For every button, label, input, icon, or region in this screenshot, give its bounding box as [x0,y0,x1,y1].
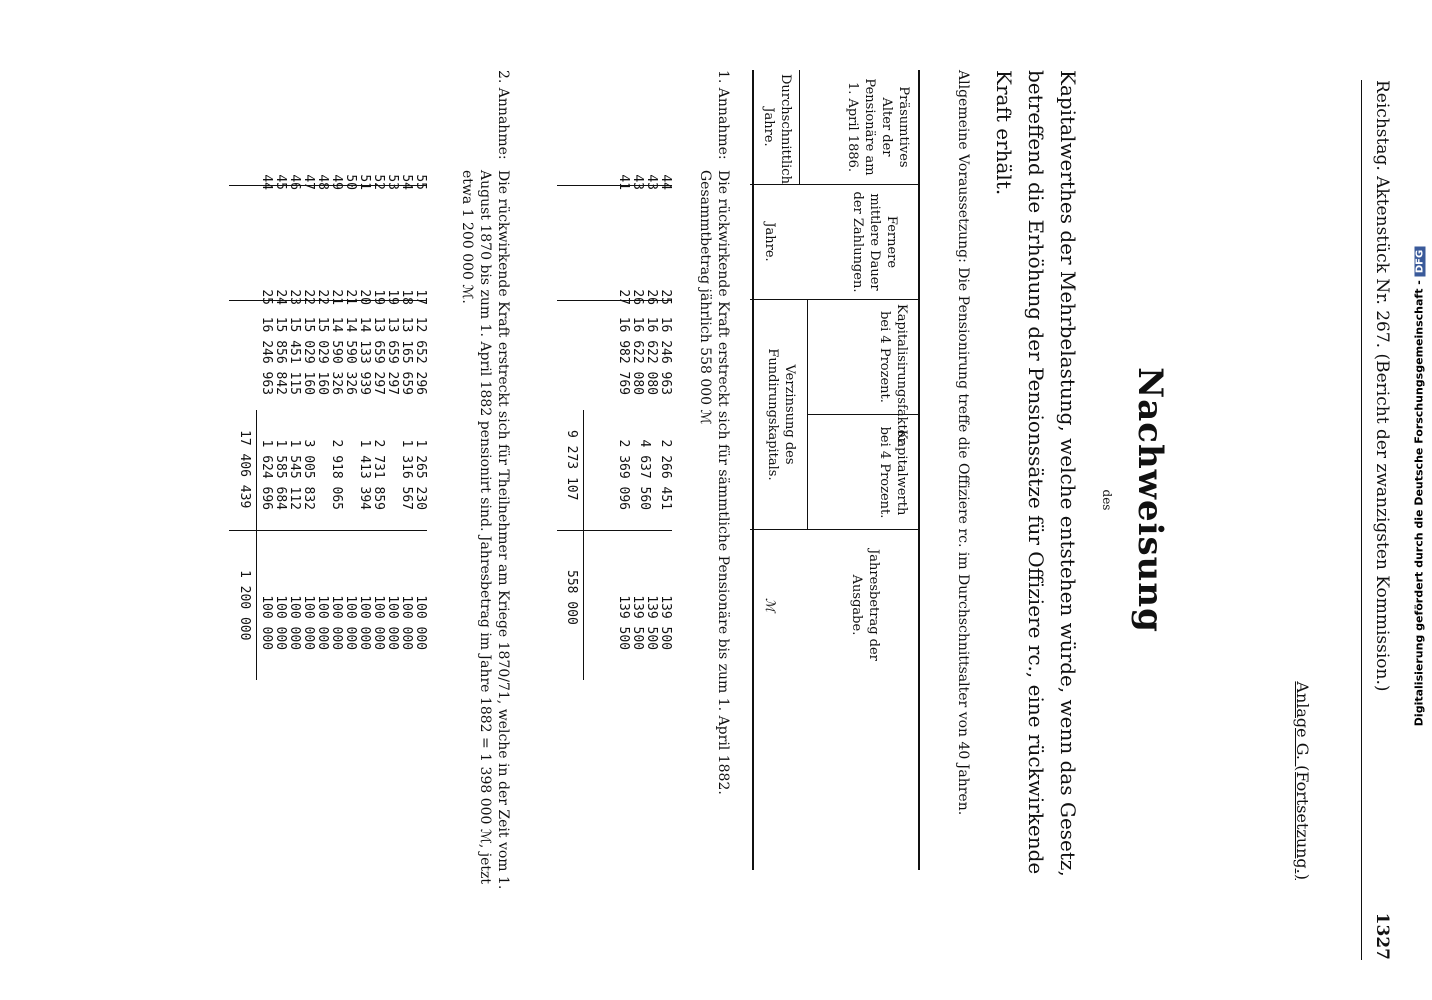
section1-durations [616,225,672,305]
amount-cell: 100 000 [357,595,372,650]
value-cell: 2 918 065 [329,439,344,510]
section2-values-total: 17 406 439 [237,430,252,509]
age-cell: 47 [301,174,316,190]
section2-col-rule [229,530,427,531]
amount-cell: 100 000 [273,595,288,650]
amount-cell: 100 000 [301,595,316,650]
table-header [752,70,920,870]
title-connector: des [1100,489,1114,511]
duration-cell: 27 [616,289,631,305]
col-amount-top: Jahresbetrag der Ausgabe. [849,549,881,661]
duration-cell: 26 [644,289,659,305]
section1-text: Die rückwirkende Kraft erstreckt sich für sämmtliche Pensionäre bis zum 1. April 1882. Gesammtbetrag jährlich 558 000 ℳ [697,170,731,795]
age-cell: 46 [287,174,302,190]
col-amount-header [750,530,918,680]
factor-cell: 15 029 160 [315,316,330,395]
header-title: Reichstag. Aktenstück Nr. 267. (Bericht der zwanzigsten Kommission.) [1372,80,1392,692]
age-cell: 48 [315,174,330,190]
section1-values [616,430,672,510]
section1-values-total: 9 273 107 [564,430,579,501]
section1-amounts-total: 558 000 [564,570,579,625]
value-cell: 4 637 560 [637,439,652,510]
duration-cell: 22 [301,289,316,305]
factor-cell: 16 622 080 [644,316,659,395]
factor-cell: 14 590 326 [329,316,344,395]
section2-col-rule [229,185,427,186]
age-cell: 54 [399,174,414,190]
page-header [1352,80,1392,960]
factor-cell: 14 590 326 [343,316,358,395]
age-cell: 50 [343,174,358,190]
value-cell: 1 265 230 [413,439,428,510]
duration-cell: 25 [259,289,274,305]
value-cell: 1 545 112 [287,439,302,510]
factor-cell: 15 856 842 [273,316,288,395]
age-cell: 55 [413,174,428,190]
factor-cell: 12 652 296 [413,316,428,395]
col-age-top: Präsumtives Alter der Pensionäre am 1. April 1886. [845,78,911,176]
amount-cell: 100 000 [259,595,274,650]
col-split [799,70,800,184]
duration-cell: 19 [385,289,400,305]
factor-cell: 13 165 659 [399,316,414,395]
amount-cell: 139 500 [644,595,659,650]
age-cell: 44 [658,174,673,190]
section1-col-rule [557,185,672,186]
section1-sum-rule [583,410,584,680]
duration-cell: 17 [413,289,428,305]
value-cell: 2 266 451 [658,439,673,510]
section1-label: 1. Annahme: [715,70,731,160]
section2-col-rule [229,300,427,301]
section2-text: Die rückwirkende Kraft erstreckt sich für Theilnehmer am Kriege 1870/71, welche in der Zeit vom 1. August 1870 bis zum 1. April 1882 pensionirt sind. Jahresbetrag im Jahre 1882 = 1 398 000 ℳ, jetzt etwa 1 200 000 ℳ. [459,170,511,890]
stamp-text-wrapper [1413,37,1426,937]
section1-table [542,70,672,870]
document-subtitle: Kapitalwerthes der Mehrbelastung, welche entstehen würde, wenn das Gesetz, betreffend die Erhöhung der Pensionssätze für Offiziere rc., eine rückwirkende Kraft erhält. [992,70,1080,877]
amount-cell: 100 000 [385,595,400,650]
duration-cell: 26 [630,289,645,305]
duration-cell: 22 [315,289,330,305]
age-cell: 43 [644,174,659,190]
factor-cell: 15 029 160 [301,316,316,395]
general-assumption: Allgemeine Voraussetzung: Die Pensionirung treffe die Offiziere rc. im Durchschnittsalter von 40 Jahren. [955,70,971,816]
amount-cell: 100 000 [329,595,344,650]
col-split [807,300,808,529]
value-cell: 1 585 684 [273,439,288,510]
amount-cell: 139 500 [616,595,631,650]
section2-durations [259,225,427,305]
age-cell: 44 [259,174,274,190]
amount-cell: 100 000 [343,595,358,650]
document-title: Nachweisung [1130,367,1170,633]
factor-cell: 14 133 939 [357,316,372,395]
duration-cell: 23 [287,289,302,305]
age-cell: 41 [616,174,631,190]
col-value-top: Kapitalwerth bei 4 Prozent. [877,426,909,519]
page-number: 1327 [1372,912,1392,960]
value-cell [315,430,329,510]
value-cell: 3 005 832 [301,439,316,510]
col-factor-top: Kapitalisirungsfaktor bei 4 Prozent. [808,300,918,415]
duration-cell: 25 [658,289,673,305]
section2-label: 2. Annahme: [495,70,511,160]
stamp-text: Digitalisierung gefördert durch die Deutsche Forschungsgemeinschaft - [1412,280,1426,727]
value-cell: 2 731 859 [371,439,386,510]
factor-cell: 16 622 080 [630,316,645,395]
age-cell: 45 [273,174,288,190]
age-cell: 49 [329,174,344,190]
col-age-bottom: Durchschnittlich Jahre. [761,74,793,184]
age-cell: 51 [357,174,372,190]
amount-cell: 100 000 [371,595,386,650]
section1-factors [616,315,672,395]
digitization-stamp [1409,0,1432,1000]
factor-cell: 16 246 963 [259,316,274,395]
section1-amounts [616,570,672,650]
amount-cell: 100 000 [399,595,414,650]
amount-cell: 139 500 [630,595,645,650]
section1-col-rule [557,300,672,301]
anlage-label: Anlage G. (Fortsetzung.) [1293,681,1312,880]
amount-cell: 100 000 [315,595,330,650]
amount-cell: 139 500 [658,595,673,650]
factor-cell: 16 246 963 [658,316,673,395]
factor-cell: 13 659 297 [385,316,400,395]
duration-cell: 18 [399,289,414,305]
value-cell [385,430,399,510]
col-age-header [750,70,918,185]
factor-cell: 16 982 769 [616,316,631,395]
factor-cell: 15 451 115 [287,316,302,395]
section2-amounts [259,570,427,650]
section1-col-rule [557,530,672,531]
value-cell: 1 624 696 [259,439,274,510]
age-cell: 43 [630,174,645,190]
age-cell: 52 [371,174,386,190]
section2-values [259,430,427,510]
duration-cell: 19 [371,289,386,305]
col-duration-header [750,185,918,300]
section2-ages [259,110,427,190]
section2-amounts-total: 1 200 000 [237,570,252,641]
section2-table [227,70,427,870]
section1-ages [616,110,672,190]
col-amount-unit: ℳ [762,598,777,612]
duration-cell: 21 [343,289,358,305]
value-cell [343,430,357,510]
factor-cell: 13 659 297 [371,316,386,395]
duration-cell: 24 [273,289,288,305]
value-cell: 1 413 394 [357,439,372,510]
header-rule [1361,80,1362,960]
value-cell: 2 369 096 [616,439,631,510]
amount-cell: 100 000 [413,595,428,650]
section2-factors [259,315,427,395]
col-duration-top: Fernere mittlere Dauer der Zahlungen. [850,191,899,293]
duration-cell: 20 [357,289,372,305]
amount-cell: 100 000 [287,595,302,650]
value-cell: 1 316 567 [399,439,414,510]
age-cell: 53 [385,174,400,190]
col-capital-header [750,300,918,530]
dfg-logo: DFG [1415,247,1426,276]
duration-cell: 21 [329,289,344,305]
col-factor-value-bottom: Verzinsung des Fundirungskapitals. [765,348,797,481]
section2-sum-rule [256,410,257,680]
col-duration-bottom: Jahre. [762,222,777,262]
